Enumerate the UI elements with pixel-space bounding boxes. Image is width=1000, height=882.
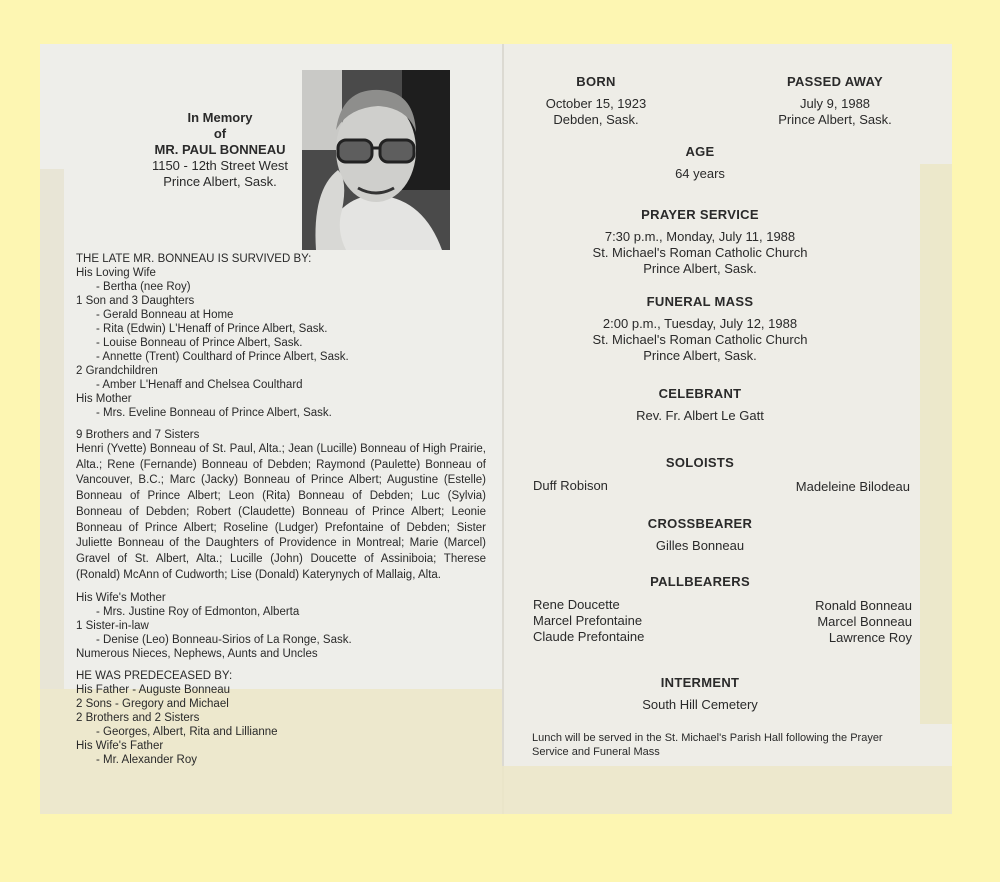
soloists-block: [490, 455, 910, 471]
tape-strip: [502, 766, 952, 814]
age-label: AGE: [685, 144, 715, 159]
mother-name: - Mrs. Eveline Bonneau of Prince Albert, Sask.: [96, 407, 332, 419]
funeral-time: 2:00 p.m., Tuesday, July 12, 1988: [602, 316, 798, 331]
funeral-city: Prince Albert, Sask.: [643, 348, 757, 363]
portrait-icon: [302, 70, 450, 250]
wife-label: His Loving Wife: [76, 267, 156, 279]
memory-line1: In Memory: [187, 110, 253, 125]
children-label: 1 Son and 3 Daughters: [76, 295, 195, 307]
born-place: Debden, Sask.: [553, 112, 639, 127]
deceased-address: 1150 - 12th Street West: [151, 158, 289, 173]
born-label: BORN: [576, 74, 616, 89]
wifes-mother-label: His Wife's Mother: [76, 592, 166, 605]
predeceased-heading: HE WAS PREDECEASED BY:: [76, 670, 233, 683]
predeceased-sons: 2 Sons - Gregory and Michael: [76, 698, 229, 711]
passed-place: Prince Albert, Sask.: [778, 112, 892, 127]
siblings-label: 9 Brothers and 7 Sisters: [76, 429, 200, 441]
celebrant-label: CELEBRANT: [658, 386, 742, 401]
soloists-label: SOLOISTS: [665, 455, 735, 470]
portrait-photo: [302, 70, 450, 250]
survived-heading: THE LATE MR. BONNEAU IS SURVIVED BY:: [76, 253, 312, 265]
age-block: [490, 144, 910, 182]
grandchildren-names: - Amber L'Henaff and Chelsea Coulthard: [96, 379, 303, 391]
soloist-left: Duff Robison: [533, 478, 608, 493]
funeral-block: [490, 294, 910, 364]
deceased-name: MR. PAUL BONNEAU: [154, 142, 286, 157]
child-item: - Gerald Bonneau at Home: [96, 309, 234, 321]
predeceased-siblings-label: 2 Brothers and 2 Sisters: [76, 712, 200, 725]
tape-strip: [920, 164, 952, 724]
memory-line2: of: [213, 126, 227, 141]
pallbearers-label: PALLBEARERS: [650, 574, 750, 589]
celebrant-name: Rev. Fr. Albert Le Gatt: [636, 408, 764, 423]
prayer-church: St. Michael's Roman Catholic Church: [592, 245, 808, 260]
pallbearers-right: [815, 598, 912, 646]
wife-name: - Bertha (nee Roy): [96, 281, 191, 293]
tape-strip: [40, 169, 64, 689]
passed-label: PASSED AWAY: [786, 74, 883, 89]
sister-in-law-label: 1 Sister-in-law: [76, 620, 149, 633]
crossbearer-label: CROSSBEARER: [647, 516, 753, 531]
numerous-relatives: Numerous Nieces, Nephews, Aunts and Uncles: [76, 648, 318, 661]
siblings-list: Henri (Yvette) Bonneau of St. Paul, Alta.; Jean (Lucille) Bonneau of High Prairie, Alta.; Rene (Fernande) Bonneau of Debden; Raymond (Paulette) Bonneau of Vancouver, B.C.; Marc (Jacky) Bonneau of Prince Albert; Augustine (Estelle) Bonneau of Prince Albert; Leon (Rita) Bonneau of Debden; Luc (Sylvia) Bonneau of Debden; Robert (Claudette) Bonneau of Prince Albert; Leonie Bonneau of Prince Albert; Roseline (Ludger) Prefontaine of Debden; Sister Juliette Bonneau of the Daughters of Providence in Montreal; Marie (Marcel) Gravel of St. Albert, Alta.; Lucille (John) Doucette of Assiniboia; Therese (Ronald) McAnn of Cudworth; Lise (Donald) Katerynych of Mallaig, Alta.: [76, 443, 486, 581]
pallbearer-name: Marcel Prefontaine: [533, 613, 643, 628]
passed-block: [735, 74, 935, 128]
funeral-label: FUNERAL MASS: [646, 294, 754, 309]
pallbearer-name: Ronald Bonneau: [815, 598, 912, 613]
pallbearer-name: Claude Prefontaine: [533, 629, 645, 644]
prayer-label: PRAYER SERVICE: [641, 207, 759, 222]
prayer-block: [490, 207, 910, 277]
predeceased-siblings: - Georges, Albert, Rita and Lillianne: [96, 726, 278, 739]
prayer-city: Prince Albert, Sask.: [643, 261, 757, 276]
predeceased-father: His Father - Auguste Bonneau: [76, 684, 231, 697]
pallbearer-name: Marcel Bonneau: [817, 614, 912, 629]
born-date: October 15, 1923: [545, 96, 647, 111]
predeceased-wifes-father: - Mr. Alexander Roy: [96, 754, 197, 767]
born-block: [496, 74, 696, 128]
crossbearer-block: [490, 516, 910, 554]
deceased-city: Prince Albert, Sask.: [163, 174, 277, 189]
passed-date: July 9, 1988: [799, 96, 871, 111]
pallbearer-name: Rene Doucette: [533, 597, 620, 612]
celebrant-block: [490, 386, 910, 424]
grandchildren-label: 2 Grandchildren: [76, 365, 158, 377]
soloist-right: Madeleine Bilodeau: [795, 479, 910, 494]
wifes-mother-name: - Mrs. Justine Roy of Edmonton, Alberta: [96, 606, 300, 619]
lunch-note: Lunch will be served in the St. Michael's Parish Hall following the Prayer Service and Funeral Mass: [532, 732, 883, 758]
mother-label: His Mother: [76, 393, 132, 405]
predeceased-wifes-father-label: His Wife's Father: [76, 740, 164, 753]
child-item: - Louise Bonneau of Prince Albert, Sask.: [96, 337, 303, 349]
pallbearers-left: [533, 597, 644, 645]
pallbearer-name: Lawrence Roy: [828, 630, 912, 645]
age-value: 64 years: [675, 166, 725, 181]
interment-label: INTERMENT: [660, 675, 740, 690]
pallbearers-block: [490, 574, 910, 590]
interment-block: [490, 675, 910, 713]
interment-place: South Hill Cemetery: [642, 697, 758, 712]
child-item: - Annette (Trent) Coulthard of Prince Albert, Sask.: [96, 351, 349, 363]
survived-by-section: [76, 252, 486, 767]
child-item: - Rita (Edwin) L'Henaff of Prince Albert, Sask.: [96, 323, 328, 335]
sister-in-law-name: - Denise (Leo) Bonneau-Sirios of La Ronge, Sask.: [96, 634, 352, 647]
funeral-church: St. Michael's Roman Catholic Church: [592, 332, 808, 347]
crossbearer-name: Gilles Bonneau: [655, 538, 745, 553]
prayer-time: 7:30 p.m., Monday, July 11, 1988: [604, 229, 796, 244]
